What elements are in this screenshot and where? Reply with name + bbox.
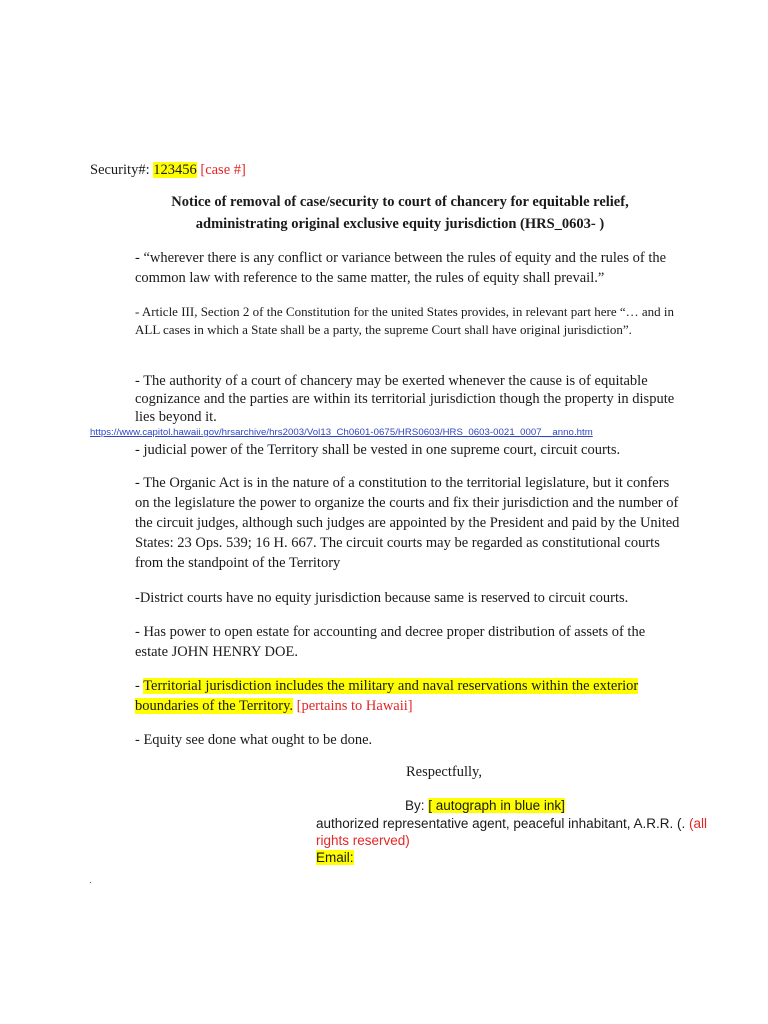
security-number: 123456 [153, 162, 197, 178]
hrs-archive-link[interactable]: https://www.capitol.hawaii.gov/hrsarchive/hrs2003/Vol13_Ch0601-0675/HRS0603/HRS_0603-0021_0007__anno.htm [90, 427, 593, 438]
case-tag: [case #] [196, 162, 246, 178]
paragraph-equity-prevails: - “wherever there is any conflict or variance between the rules of equity and the rules of the common law with reference to the same matter, the rules of equity shall prevail.” [135, 250, 667, 286]
paragraph-judicial-power: - judicial power of the Territory shall be vested in one supreme court, circuit courts. [135, 442, 621, 458]
document-title [150, 191, 650, 235]
paragraph-equity-done: - Equity see done what ought to be done. [135, 732, 373, 748]
territorial-prefix: - [135, 678, 144, 694]
paragraph-estate-power: - Has power to open estate for accounting and decree proper distribution of assets of the estate JOHN HENRY DOE. [135, 624, 646, 660]
paragraph-organic-act: - The Organic Act is in the nature of a constitution to the territorial legislature, but it confers on the legislature the power to organize the courts and fix their jurisdiction and the number of the circuit judges, although such judges are appointed by the President and paid by the United States: 23 Ops. 539; 16 H. 667. The circuit courts may be regarded as constitutional courts from the standpoint of the Territory [135, 475, 680, 571]
territorial-highlight: Territorial jurisdiction includes the military and naval reservations within the exterior boundaries of the Territory. [135, 678, 639, 714]
title-line-1: Notice of removal of case/security to court of chancery for equitable relief, [171, 194, 629, 210]
stray-dot: . [89, 875, 92, 886]
by-label: By: [405, 798, 429, 813]
signer-description [316, 815, 716, 849]
by-line [405, 797, 565, 815]
title-line-2: administrating original exclusive equity jurisdiction (HRS_0603- ) [195, 216, 605, 232]
email-line [316, 849, 716, 866]
paragraph-article-three: - Article III, Section 2 of the Constitution for the united States provides, in relevant part here “… and in ALL cases in which a State shall be a party, the supreme Court shall have original jurisdiction”. [135, 304, 674, 337]
closing-respectfully: Respectfully, [406, 764, 482, 780]
rights-reserved-note: (all rights reserved) [316, 816, 707, 848]
hawaii-note: [pertains to Hawaii] [293, 698, 413, 714]
signer-text: authorized representative agent, peaceful inhabitant, A.R.R. (. [316, 816, 689, 831]
email-label: Email: [316, 850, 354, 865]
autograph-placeholder: [ autograph in blue ink] [428, 798, 565, 813]
signer-block [316, 815, 716, 866]
paragraph-chancery-authority: - The authority of a court of chancery may be exerted whenever the cause is of equitable cognizance and the parties are within its territorial jurisdiction though the property in dispute lies beyond it. [135, 373, 675, 425]
security-label: Security#: [90, 162, 154, 178]
paragraph-territorial-jurisdiction [135, 676, 680, 716]
security-line [90, 160, 246, 180]
paragraph-district-courts: -District courts have no equity jurisdiction because same is reserved to circuit courts. [135, 590, 629, 606]
